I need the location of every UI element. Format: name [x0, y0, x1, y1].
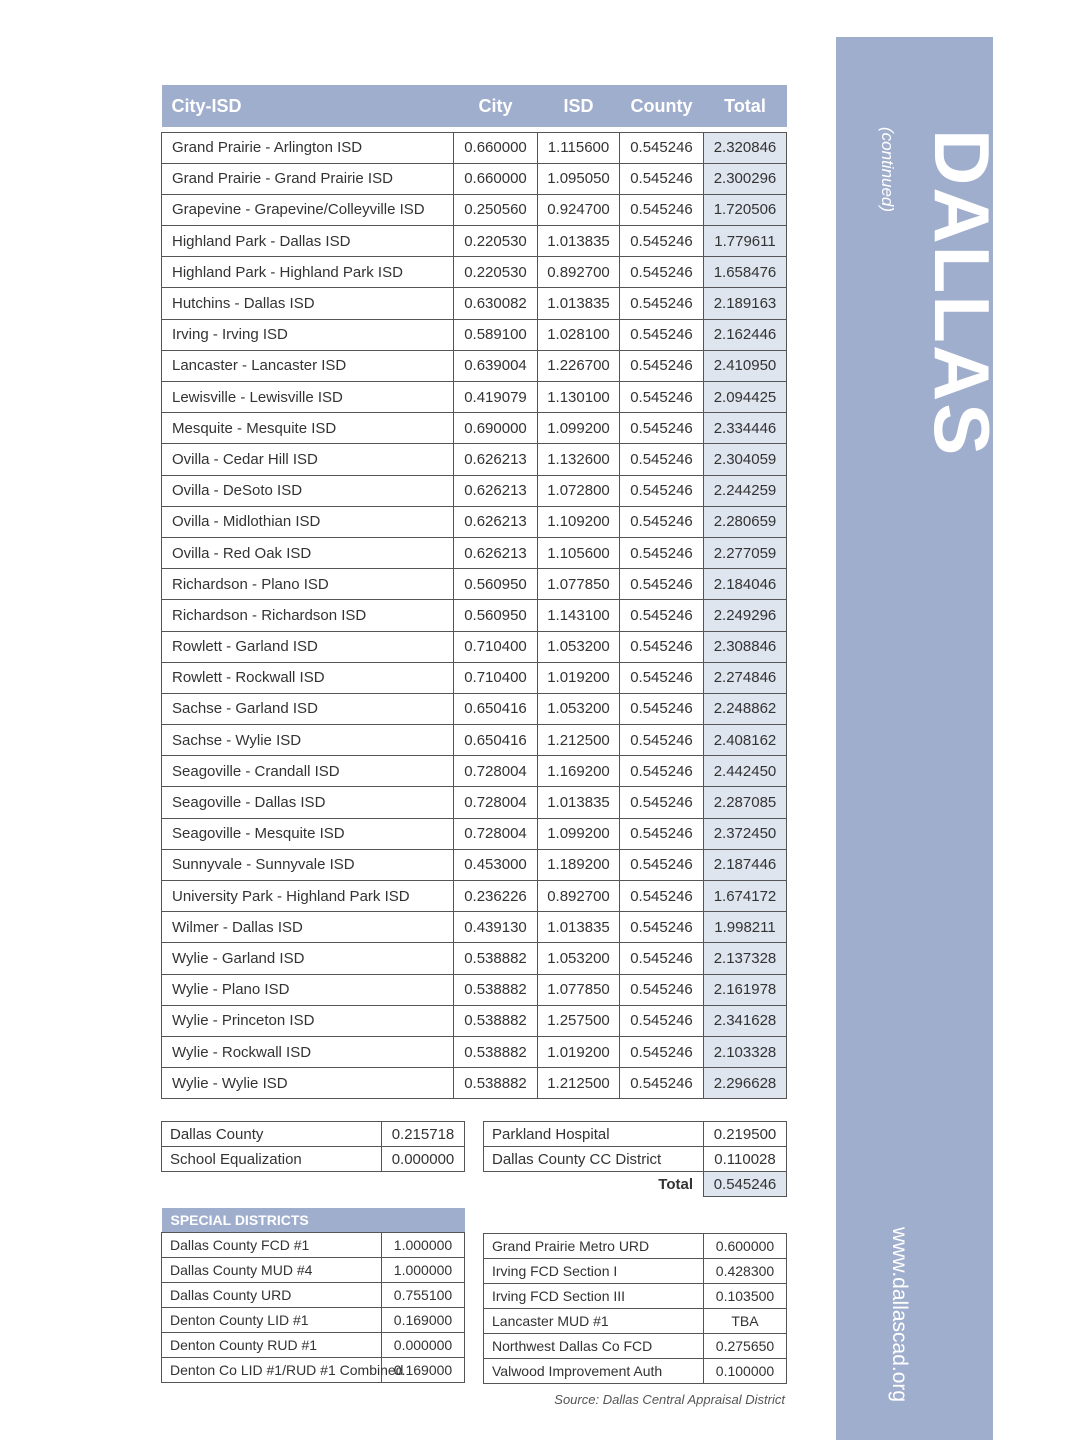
- row-label: Sunnyvale - Sunnyvale ISD: [162, 849, 454, 880]
- row-value: 1.105600: [538, 537, 620, 568]
- row-value: 1.115600: [538, 132, 620, 163]
- row-value: 1.019200: [538, 662, 620, 693]
- row-value: 0.220530: [454, 226, 538, 257]
- row-label: University Park - Highland Park ISD: [162, 881, 454, 912]
- row-value: 1.226700: [538, 350, 620, 381]
- row-label: Denton County LID #1: [162, 1307, 382, 1332]
- row-value: 0.924700: [538, 194, 620, 225]
- sidebar-subtitle: (continued): [878, 127, 897, 213]
- row-value: 1.072800: [538, 475, 620, 506]
- row-label: Rowlett - Rockwall ISD: [162, 662, 454, 693]
- row-label: Highland Park - Dallas ISD: [162, 226, 454, 257]
- row-value: 0.169000: [382, 1357, 465, 1382]
- special-districts-table-right: [483, 1233, 787, 1384]
- table-row: [484, 1234, 787, 1259]
- row-value: 0.545246: [620, 787, 704, 818]
- row-label: Richardson - Plano ISD: [162, 569, 454, 600]
- table-row: [162, 943, 787, 974]
- row-value: 0.219500: [704, 1122, 787, 1147]
- row-value: 0.545246: [620, 569, 704, 600]
- row-value: 0.100000: [704, 1359, 787, 1384]
- row-value: 1.998211: [704, 912, 787, 943]
- row-value: 2.244259: [704, 475, 787, 506]
- row-value: 0.626213: [454, 506, 538, 537]
- table-row: [162, 818, 787, 849]
- row-value: 0.545246: [620, 413, 704, 444]
- row-value: 2.161978: [704, 974, 787, 1005]
- row-value: 0.545246: [620, 662, 704, 693]
- row-value: 0.169000: [382, 1307, 465, 1332]
- row-label: Denton Co LID #1/RUD #1 Combined: [162, 1357, 382, 1382]
- row-value: 0.545246: [620, 756, 704, 787]
- row-value: 0.453000: [454, 849, 538, 880]
- table-row: [162, 1232, 465, 1257]
- row-label: School Equalization: [162, 1147, 382, 1172]
- row-value: 2.248862: [704, 693, 787, 724]
- column-header-city-isd: City-ISD: [162, 85, 454, 127]
- row-value: 0.545246: [620, 1005, 704, 1036]
- row-value: 2.249296: [704, 600, 787, 631]
- table-row: [484, 1309, 787, 1334]
- row-value: 0.103500: [704, 1284, 787, 1309]
- column-header-total: Total: [704, 85, 787, 127]
- row-value: 1.019200: [538, 1036, 620, 1067]
- row-value: 1.779611: [704, 226, 787, 257]
- row-label: Parkland Hospital: [484, 1122, 704, 1147]
- table-row: [484, 1284, 787, 1309]
- row-label: Seagoville - Dallas ISD: [162, 787, 454, 818]
- row-value: 2.408162: [704, 725, 787, 756]
- row-value: 1.000000: [382, 1232, 465, 1257]
- row-label: Seagoville - Mesquite ISD: [162, 818, 454, 849]
- row-value: 0.545246: [620, 537, 704, 568]
- table-row: [162, 132, 787, 163]
- table-row: [162, 787, 787, 818]
- row-value: 0.710400: [454, 631, 538, 662]
- row-label: Irving FCD Section I: [484, 1259, 704, 1284]
- row-label: Valwood Improvement Auth: [484, 1359, 704, 1384]
- row-value: 0.650416: [454, 725, 538, 756]
- county-total-label: Total: [658, 1175, 693, 1193]
- row-value: 0.545246: [620, 163, 704, 194]
- row-label: Northwest Dallas Co FCD: [484, 1334, 704, 1359]
- row-value: 0.630082: [454, 288, 538, 319]
- row-value: 1.000000: [382, 1257, 465, 1282]
- table-row: [162, 1068, 787, 1099]
- row-value: 1.077850: [538, 974, 620, 1005]
- row-value: 1.658476: [704, 257, 787, 288]
- row-value: 0.220530: [454, 257, 538, 288]
- sidebar-title: DALLAS: [918, 129, 1006, 458]
- row-value: 0.545246: [620, 194, 704, 225]
- row-value: 0.545246: [620, 1068, 704, 1099]
- row-value: 0.275650: [704, 1334, 787, 1359]
- row-value: 0.545246: [620, 1036, 704, 1067]
- row-value: 0.538882: [454, 974, 538, 1005]
- table-row: [162, 912, 787, 943]
- row-value: 0.545246: [620, 818, 704, 849]
- row-value: 2.341628: [704, 1005, 787, 1036]
- row-value: 1.132600: [538, 444, 620, 475]
- table-row: [162, 350, 787, 381]
- row-value: 0.545246: [620, 631, 704, 662]
- row-value: 0.545246: [620, 319, 704, 350]
- row-label: Sachse - Garland ISD: [162, 693, 454, 724]
- table-row: [162, 257, 787, 288]
- row-value: 1.053200: [538, 631, 620, 662]
- row-value: 2.304059: [704, 444, 787, 475]
- row-value: 2.162446: [704, 319, 787, 350]
- row-value: 0.250560: [454, 194, 538, 225]
- row-label: Dallas County: [162, 1122, 382, 1147]
- row-value: 0.545246: [620, 382, 704, 413]
- row-value: 2.334446: [704, 413, 787, 444]
- table-row: [162, 1036, 787, 1067]
- row-value: 0.439130: [454, 912, 538, 943]
- row-value: 0.538882: [454, 943, 538, 974]
- row-value: 0.215718: [382, 1122, 465, 1147]
- table-row: [162, 288, 787, 319]
- table-row: [162, 600, 787, 631]
- row-label: Richardson - Richardson ISD: [162, 600, 454, 631]
- table-row: [484, 1147, 787, 1172]
- row-value: 0.545246: [620, 257, 704, 288]
- row-label: Rowlett - Garland ISD: [162, 631, 454, 662]
- row-value: 2.280659: [704, 506, 787, 537]
- row-label: Ovilla - DeSoto ISD: [162, 475, 454, 506]
- table-row: [162, 631, 787, 662]
- row-value: 1.013835: [538, 787, 620, 818]
- row-value: 0.545246: [620, 475, 704, 506]
- table-row: [162, 756, 787, 787]
- row-label: Grapevine - Grapevine/Colleyville ISD: [162, 194, 454, 225]
- row-label: Seagoville - Crandall ISD: [162, 756, 454, 787]
- row-label: Sachse - Wylie ISD: [162, 725, 454, 756]
- row-value: 1.109200: [538, 506, 620, 537]
- row-value: 0.000000: [382, 1147, 465, 1172]
- row-value: 0.545246: [620, 693, 704, 724]
- row-value: 0.560950: [454, 569, 538, 600]
- row-label: Wylie - Wylie ISD: [162, 1068, 454, 1099]
- table-row: [484, 1359, 787, 1384]
- row-label: Highland Park - Highland Park ISD: [162, 257, 454, 288]
- row-value: 0.650416: [454, 693, 538, 724]
- table-row: [162, 1332, 465, 1357]
- table-row: [162, 537, 787, 568]
- row-label: Lancaster - Lancaster ISD: [162, 350, 454, 381]
- row-label: Hutchins - Dallas ISD: [162, 288, 454, 319]
- table-row: [162, 475, 787, 506]
- row-value: 0.000000: [382, 1332, 465, 1357]
- row-value: 1.099200: [538, 818, 620, 849]
- row-value: 0.560950: [454, 600, 538, 631]
- row-label: Grand Prairie - Arlington ISD: [162, 132, 454, 163]
- table-row: [162, 1357, 465, 1382]
- row-value: 2.277059: [704, 537, 787, 568]
- row-label: Grand Prairie - Grand Prairie ISD: [162, 163, 454, 194]
- row-label: Wylie - Garland ISD: [162, 943, 454, 974]
- row-value: 2.137328: [704, 943, 787, 974]
- county-total-value: 0.545246: [704, 1172, 787, 1197]
- row-value: 2.187446: [704, 849, 787, 880]
- row-value: 0.892700: [538, 881, 620, 912]
- row-label: Ovilla - Cedar Hill ISD: [162, 444, 454, 475]
- row-value: 0.538882: [454, 1036, 538, 1067]
- row-value: 1.143100: [538, 600, 620, 631]
- tax-rate-table: [161, 85, 787, 1099]
- row-value: 0.710400: [454, 662, 538, 693]
- row-value: 0.110028: [704, 1147, 787, 1172]
- row-value: 0.545246: [620, 506, 704, 537]
- sidebar-url: www.dallascad.org: [888, 1227, 911, 1403]
- row-value: 1.099200: [538, 413, 620, 444]
- county-total-row: [484, 1172, 787, 1197]
- row-value: 2.094425: [704, 382, 787, 413]
- row-value: 0.626213: [454, 444, 538, 475]
- special-districts-table-left: [161, 1208, 465, 1383]
- row-value: 1.674172: [704, 881, 787, 912]
- row-value: 0.545246: [620, 350, 704, 381]
- special-districts-title: SPECIAL DISTRICTS: [162, 1208, 465, 1232]
- row-value: 0.728004: [454, 818, 538, 849]
- table-row: [162, 1147, 465, 1172]
- row-label: Ovilla - Midlothian ISD: [162, 506, 454, 537]
- sidebar-banner: [836, 37, 1006, 1440]
- table-row: [162, 662, 787, 693]
- row-value: 2.320846: [704, 132, 787, 163]
- row-value: 1.013835: [538, 226, 620, 257]
- table-row: [162, 849, 787, 880]
- row-value: 2.184046: [704, 569, 787, 600]
- row-value: TBA: [704, 1309, 787, 1334]
- table-row: [162, 319, 787, 350]
- row-value: 1.720506: [704, 194, 787, 225]
- row-value: 1.013835: [538, 912, 620, 943]
- row-value: 0.755100: [382, 1282, 465, 1307]
- column-header-city: City: [454, 85, 538, 127]
- row-label: Grand Prairie Metro URD: [484, 1234, 704, 1259]
- row-label: Ovilla - Red Oak ISD: [162, 537, 454, 568]
- row-value: 0.545246: [620, 912, 704, 943]
- row-value: 0.728004: [454, 756, 538, 787]
- row-value: 2.372450: [704, 818, 787, 849]
- row-value: 0.600000: [704, 1234, 787, 1259]
- row-value: 2.308846: [704, 631, 787, 662]
- table-row: [162, 974, 787, 1005]
- table-row: [162, 569, 787, 600]
- row-value: 0.428300: [704, 1259, 787, 1284]
- column-header-county: County: [620, 85, 704, 127]
- county-components-table: [483, 1121, 787, 1197]
- row-value: 0.639004: [454, 350, 538, 381]
- row-label: Wylie - Princeton ISD: [162, 1005, 454, 1036]
- row-value: 0.538882: [454, 1005, 538, 1036]
- row-label: Dallas County MUD #4: [162, 1257, 382, 1282]
- table-row: [162, 1307, 465, 1332]
- table-row: [162, 725, 787, 756]
- table-header-row: [162, 85, 787, 127]
- row-value: 0.660000: [454, 132, 538, 163]
- row-label: Dallas County URD: [162, 1282, 382, 1307]
- table-body: [162, 127, 787, 1099]
- source-note: Source: Dallas Central Appraisal District: [554, 1392, 785, 1407]
- row-value: 1.257500: [538, 1005, 620, 1036]
- row-value: 1.095050: [538, 163, 620, 194]
- row-value: 1.212500: [538, 725, 620, 756]
- row-value: 2.189163: [704, 288, 787, 319]
- row-label: Irving FCD Section III: [484, 1284, 704, 1309]
- table-row: [162, 194, 787, 225]
- row-label: Wilmer - Dallas ISD: [162, 912, 454, 943]
- table-row: [162, 382, 787, 413]
- row-value: 0.690000: [454, 413, 538, 444]
- row-value: 0.419079: [454, 382, 538, 413]
- row-value: 0.236226: [454, 881, 538, 912]
- row-value: 0.660000: [454, 163, 538, 194]
- row-value: 2.274846: [704, 662, 787, 693]
- table-row: [484, 1334, 787, 1359]
- table-row: [162, 1257, 465, 1282]
- row-value: 1.053200: [538, 943, 620, 974]
- row-label: Lancaster MUD #1: [484, 1309, 704, 1334]
- row-value: 2.442450: [704, 756, 787, 787]
- table-row: [162, 1005, 787, 1036]
- row-value: 0.728004: [454, 787, 538, 818]
- row-value: 0.545246: [620, 943, 704, 974]
- table-row: [162, 444, 787, 475]
- row-value: 0.545246: [620, 600, 704, 631]
- table-row: [162, 1282, 465, 1307]
- row-value: 2.287085: [704, 787, 787, 818]
- row-label: Lewisville - Lewisville ISD: [162, 382, 454, 413]
- row-value: 2.296628: [704, 1068, 787, 1099]
- row-value: 1.028100: [538, 319, 620, 350]
- row-value: 0.545246: [620, 444, 704, 475]
- row-value: 0.589100: [454, 319, 538, 350]
- table-row: [162, 163, 787, 194]
- row-label: Denton County RUD #1: [162, 1332, 382, 1357]
- row-label: Dallas County FCD #1: [162, 1232, 382, 1257]
- row-value: 0.545246: [620, 132, 704, 163]
- row-value: 0.538882: [454, 1068, 538, 1099]
- table-row: [162, 413, 787, 444]
- table-row: [162, 693, 787, 724]
- row-value: 2.300296: [704, 163, 787, 194]
- county-rates-table: [161, 1121, 465, 1172]
- row-value: 0.545246: [620, 974, 704, 1005]
- row-value: 0.545246: [620, 226, 704, 257]
- row-label: Dallas County CC District: [484, 1147, 704, 1172]
- row-value: 2.103328: [704, 1036, 787, 1067]
- row-value: 0.626213: [454, 537, 538, 568]
- row-value: 0.545246: [620, 725, 704, 756]
- row-value: 0.892700: [538, 257, 620, 288]
- row-value: 1.189200: [538, 849, 620, 880]
- row-label: Wylie - Rockwall ISD: [162, 1036, 454, 1067]
- column-header-isd: ISD: [538, 85, 620, 127]
- row-value: 1.212500: [538, 1068, 620, 1099]
- row-value: 1.077850: [538, 569, 620, 600]
- row-value: 2.410950: [704, 350, 787, 381]
- row-value: 1.130100: [538, 382, 620, 413]
- table-row: [484, 1122, 787, 1147]
- row-value: 0.545246: [620, 849, 704, 880]
- row-value: 1.053200: [538, 693, 620, 724]
- table-row: [162, 1122, 465, 1147]
- table-row: [162, 506, 787, 537]
- table-row: [162, 881, 787, 912]
- table-row: [162, 226, 787, 257]
- table-row: [484, 1259, 787, 1284]
- row-label: Irving - Irving ISD: [162, 319, 454, 350]
- row-label: Mesquite - Mesquite ISD: [162, 413, 454, 444]
- row-label: Wylie - Plano ISD: [162, 974, 454, 1005]
- row-value: 0.545246: [620, 881, 704, 912]
- row-value: 0.626213: [454, 475, 538, 506]
- row-value: 1.013835: [538, 288, 620, 319]
- row-value: 0.545246: [620, 288, 704, 319]
- row-value: 1.169200: [538, 756, 620, 787]
